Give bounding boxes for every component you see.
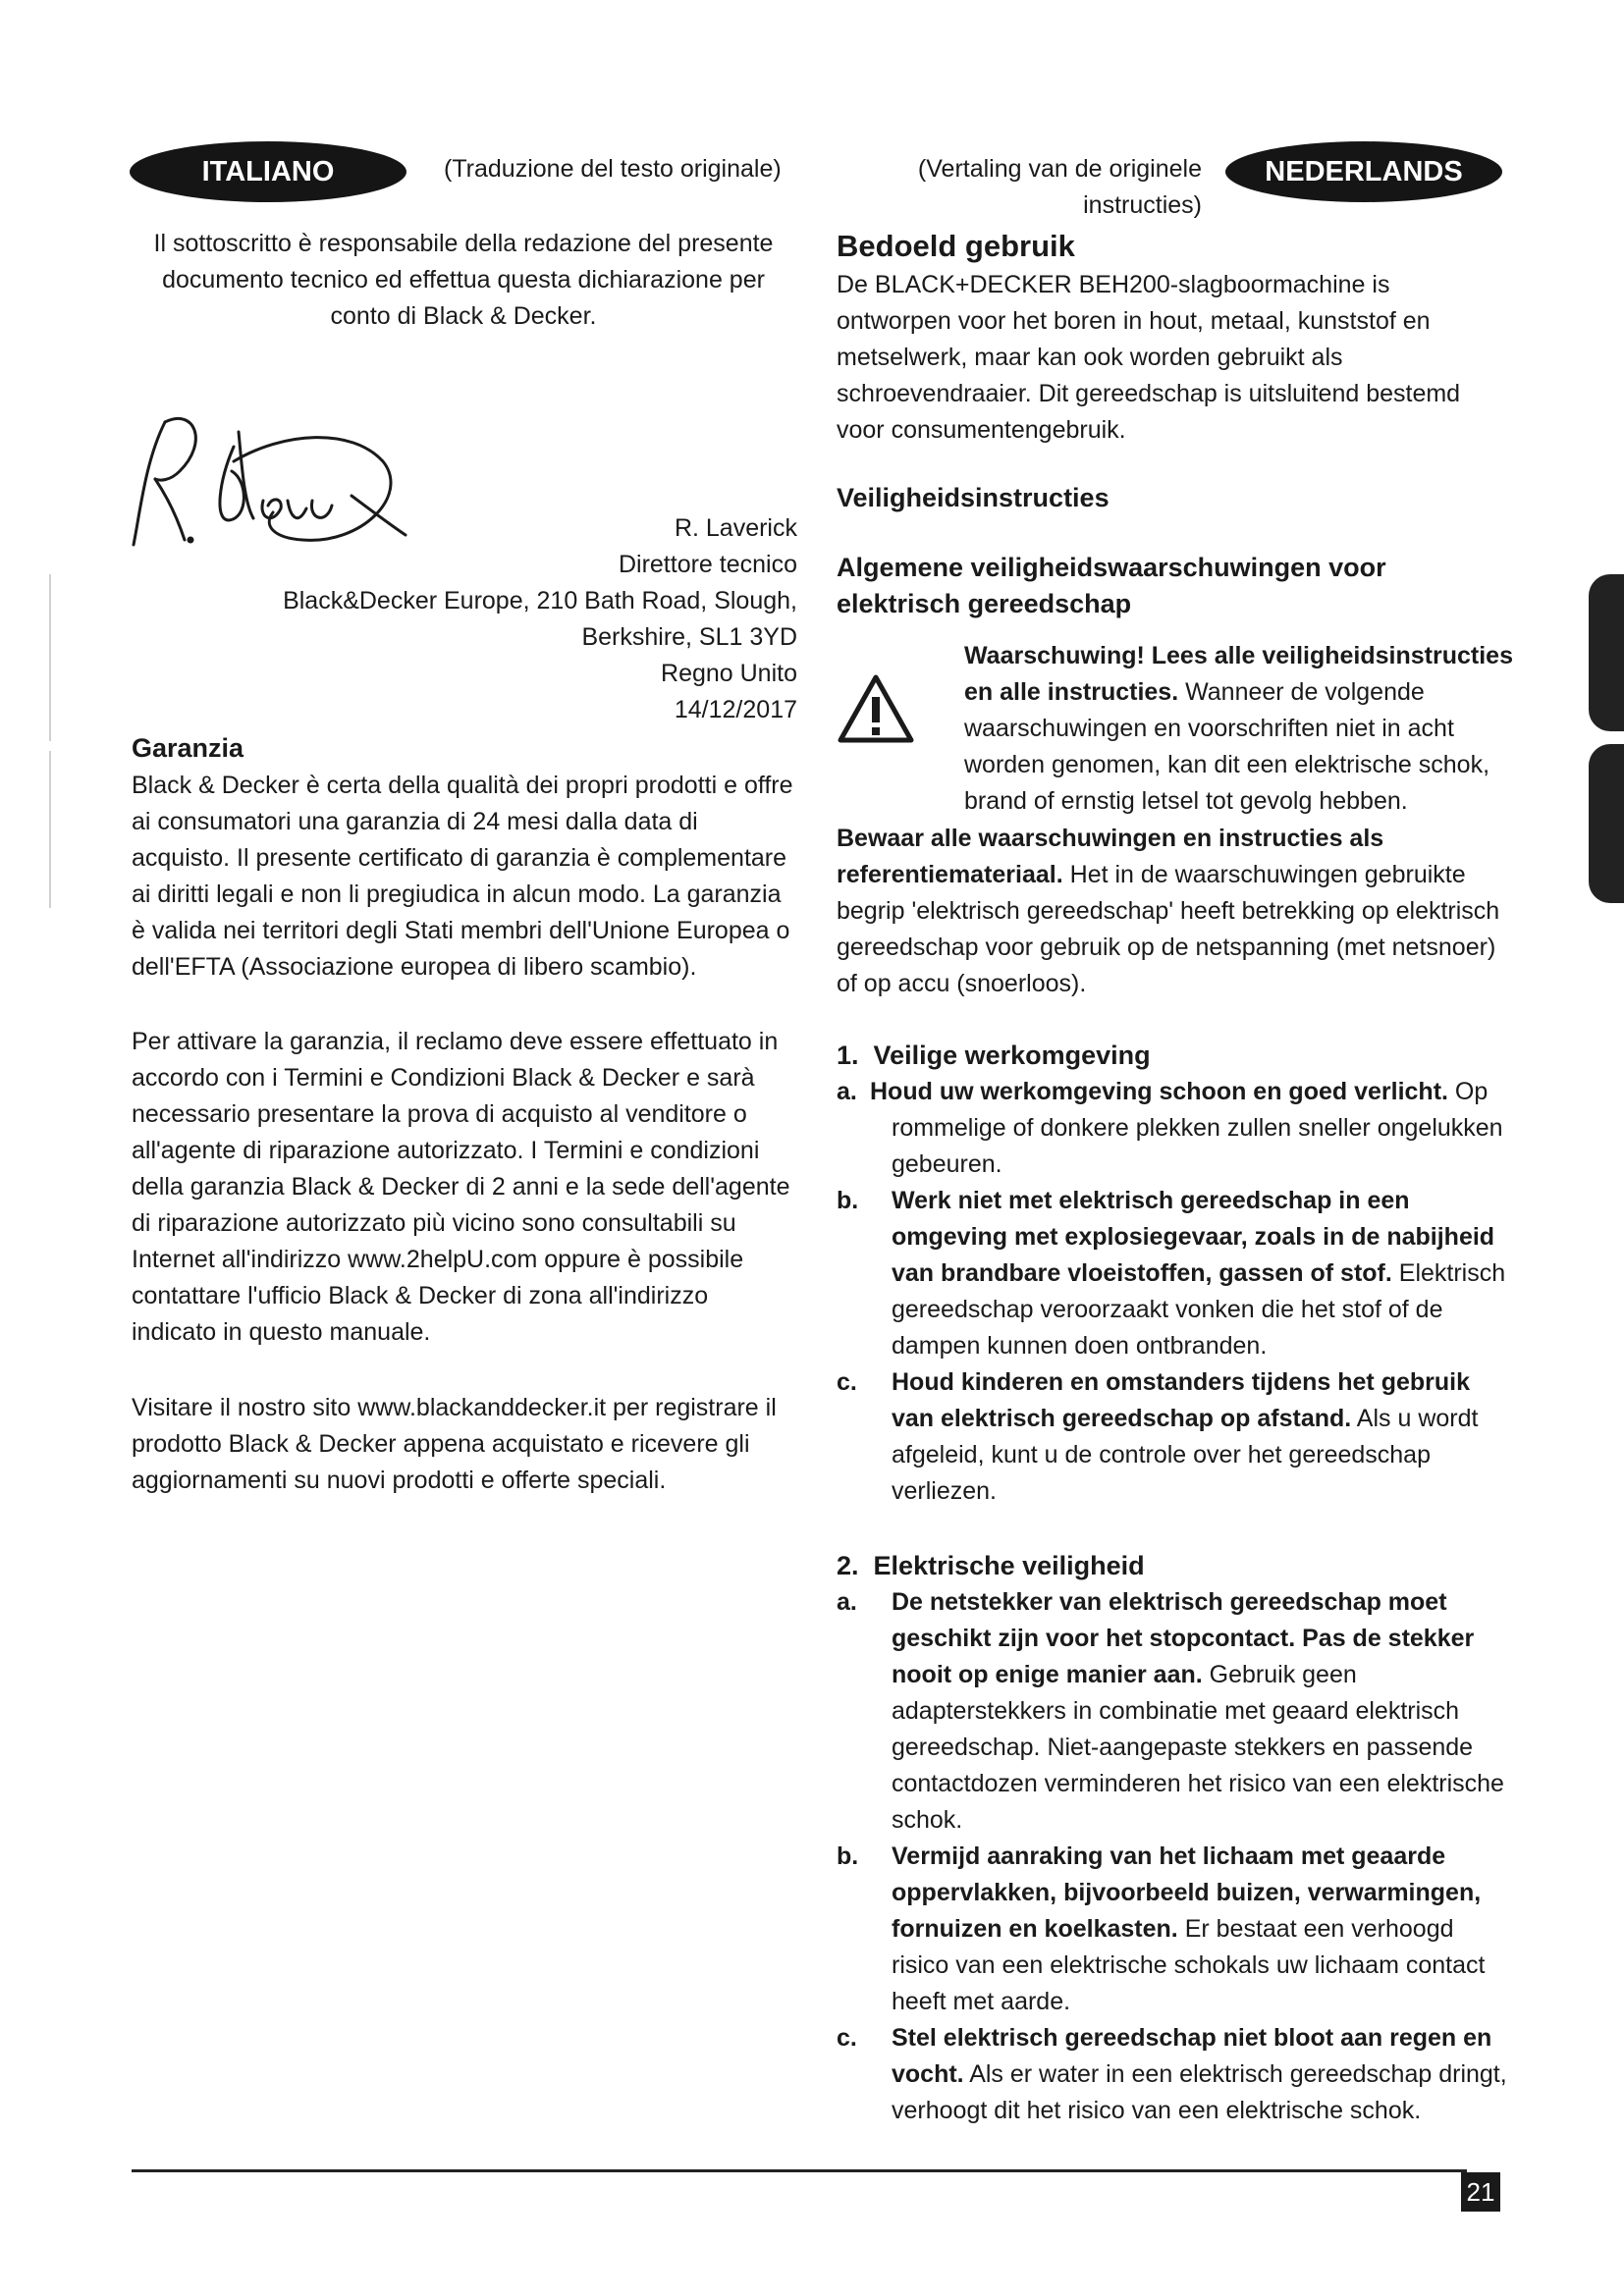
list-item: b. Werk niet met elektrisch gereedschap in een omgeving met explosiegevaar, zoals in de nabijheid van brandbare vloeistoffen, gassen of stof. Elektrisch gereedschap veroorzaakt vonken die het stof of de dampen kunnen doen ontbranden.: [837, 1187, 1506, 1360]
list-item: c. Stel elektrisch gereedschap niet bloot aan regen en vocht. Als er water in een elektrisch gereedschap dringt, verhoogt dit het risico van een elektrische schok.: [837, 2024, 1507, 2124]
signatory-role: Direttore tecnico: [618, 551, 797, 578]
section-2-heading: 2. Elektrische veiligheid: [837, 1551, 1145, 1580]
footer-rule: [132, 2169, 1467, 2172]
section-1-heading: 1. Veilige werkomgeving: [837, 1041, 1151, 1070]
warning-text: Waarschuwing! Lees alle veiligheidsinstructies en alle instructies. Wanneer de volgende waarschuwingen en voorschriften niet in acht worden genomen, kan dit een elektrische schok, brand of ernstig letsel tot gevolg hebben.: [964, 642, 1513, 815]
language-badge-italiano: ITALIANO: [130, 141, 406, 202]
warranty-paragraph-3: Visitare il nostro sito www.blackanddecker.it per registrare il prodotto Black & Decker appena acquistato e ricevere gli aggiornamenti su nuovi prodotti e offerte speciali.: [132, 1394, 777, 1494]
intended-use-title: Bedoeld gebruik: [837, 229, 1075, 263]
signatory-country: Regno Unito: [661, 660, 797, 687]
list-item: a. Houd uw werkomgeving schoon en goed verlicht. Op rommelige of donkere plekken zullen sneller ongelukken gebeuren.: [837, 1078, 1503, 1178]
general-warnings-title: Algemene veiligheidswaarschuwingen voor elektrisch gereedschap: [837, 553, 1386, 618]
signatory-block: [196, 510, 797, 728]
list-item: b. Vermijd aanraking van het lichaam met geaarde oppervlakken, bijvoorbeeld buizen, verwarmingen, fornuizen en koelkasten. Er bestaat een verhoogd risico van een elektrische schokals uw lichaam contact heeft met aarde.: [837, 1842, 1486, 2015]
side-tab: [1589, 574, 1624, 731]
signatory-date: 14/12/2017: [674, 696, 797, 723]
language-badge-nederlands: NEDERLANDS: [1225, 141, 1502, 202]
signatory-address-line2: Berkshire, SL1 3YD: [581, 623, 797, 651]
keep-instructions-text: Bewaar alle waarschuwingen en instructies als referentiemateriaal. Het in de waarschuwingen gebruikte begrip 'elektrisch gereedschap' heeft betrekking op elektrisch gereedschap voor gebruik op de netspanning (met netsnoer) of op accu (snoerloos).: [837, 825, 1500, 997]
translation-note: (Traduzione del testo originale): [444, 155, 782, 183]
warning-triangle-icon: [837, 673, 915, 744]
side-tab: [1589, 744, 1624, 903]
section-1-list: [837, 1074, 1514, 1510]
warranty-paragraph-1: Black & Decker è certa della qualità dei propri prodotti e offre ai consumatori una garanzia di 24 mesi dalla data di acquisto. Il presente certificato di garanzia è complementare ai diritti legali e non li pregiudica in alcun modo. La garanzia è valida nei territori degli Stati membri dell'Unione Europea o dell'EFTA (Associazione europea di libero scambio).: [132, 772, 793, 981]
page-number: 21: [1461, 2172, 1500, 2212]
warranty-paragraph-2: Per attivare la garanzia, il reclamo deve essere effettuato in accordo con i Termini e Condizioni Black & Decker e sarà necessario presentare la prova di acquisto al venditore o all'agente di riparazione autorizzato. I Termini e condizioni della garanzia Black & Decker di 2 anni e la sede dell'agente di riparazione autorizzato più vicino sono consultabili su Internet all'indirizzo www.2helpU.com oppure è possibile contattare l'ufficio Black & Decker di zona all'indirizzo indicato in questo manuale.: [132, 1028, 790, 1346]
signatory-address-line1: Black&Decker Europe, 210 Bath Road, Slough,: [283, 587, 797, 614]
declaration-text: Il sottoscritto è responsabile della redazione del presente documento tecnico ed effettua questa dichiarazione per conto di Black & Decker.: [153, 230, 774, 330]
intended-use-text: De BLACK+DECKER BEH200-slagboormachine is ontworpen voor het boren in hout, metaal, kunststof en metselwerk, maar kan ook worden gebruikt als schroevendraaier. Dit gereedschap is uitsluitend bestemd voor consumentengebruik.: [837, 271, 1461, 444]
margin-line: [49, 751, 51, 908]
safety-title: Veiligheidsinstructies: [837, 483, 1110, 512]
list-item: c. Houd kinderen en omstanders tijdens het gebruik van elektrisch gereedschap op afstand. Als u wordt afgeleid, kunt u de controle over het gereedschap verliezen.: [837, 1368, 1479, 1505]
warranty-title: Garanzia: [132, 733, 244, 763]
translation-note-nl: (Vertaling van de originele instructies): [917, 155, 1202, 219]
margin-line: [49, 574, 51, 741]
signatory-name: R. Laverick: [674, 514, 797, 542]
list-item: a. De netstekker van elektrisch gereedschap moet geschikt zijn voor het stopcontact. Pas de stekker nooit op enige manier aan. Gebruik geen adapterstekkers in combinatie met geaard elektrisch gereedschap. Niet-aangepaste stekkers en passende contactdozen verminderen het risico van een elektrische schok.: [837, 1588, 1504, 1834]
section-2-list: [837, 1584, 1514, 2129]
